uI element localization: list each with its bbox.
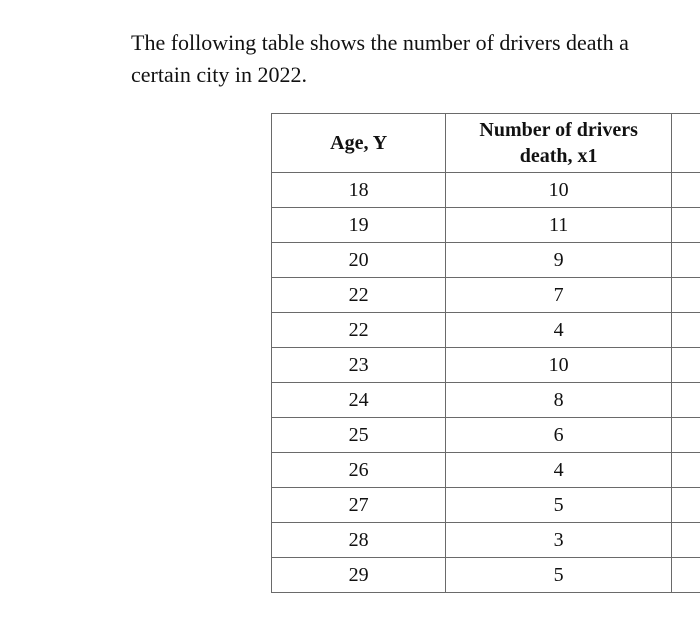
cell-cut-off [672,418,700,453]
cell-deaths: 11 [446,208,672,243]
cell-age: 19 [272,208,446,243]
intro-line-2: certain city in 2022. [131,62,307,87]
cell-age: 22 [272,313,446,348]
table-body [272,173,700,593]
cell-cut-off [672,278,700,313]
cell-cut-off [672,488,700,523]
header-age: Age, Y [272,114,446,173]
table-row [272,383,700,418]
cell-deaths: 5 [446,558,672,593]
cell-deaths: 6 [446,418,672,453]
cell-cut-off [672,208,700,243]
cell-cut-off [672,243,700,278]
cell-age: 18 [272,173,446,208]
header-deaths-line-2: death, x1 [519,145,598,167]
intro-line-1: The following table shows the number of drivers death a [131,30,629,55]
drivers-death-table [271,113,700,593]
cell-age: 20 [272,243,446,278]
cell-cut-off [672,348,700,383]
table-row [272,208,700,243]
cell-age: 24 [272,383,446,418]
cell-deaths: 4 [446,313,672,348]
header-deaths [446,114,672,173]
header-deaths-line-1: Number of drivers [479,119,638,141]
cell-cut-off [672,453,700,488]
table-row [272,418,700,453]
cell-cut-off [672,383,700,418]
table-row [272,523,700,558]
table-row [272,488,700,523]
cell-age: 28 [272,523,446,558]
cell-cut-off [672,523,700,558]
cell-deaths: 10 [446,173,672,208]
table-header-row [272,114,700,173]
cell-cut-off [672,173,700,208]
table-row [272,558,700,593]
cell-age: 25 [272,418,446,453]
header-cut-off [672,114,700,173]
table-row [272,453,700,488]
cell-age: 22 [272,278,446,313]
cell-age: 26 [272,453,446,488]
cell-age: 27 [272,488,446,523]
cell-cut-off [672,558,700,593]
cell-age: 23 [272,348,446,383]
table-row [272,243,700,278]
cell-deaths: 4 [446,453,672,488]
intro-paragraph [131,27,700,91]
cell-deaths: 3 [446,523,672,558]
data-table-container [271,113,700,593]
cell-cut-off [672,313,700,348]
table-row [272,173,700,208]
cell-deaths: 10 [446,348,672,383]
cell-deaths: 5 [446,488,672,523]
cell-deaths: 8 [446,383,672,418]
table-row [272,348,700,383]
table-row [272,313,700,348]
table-row [272,278,700,313]
cell-age: 29 [272,558,446,593]
cell-deaths: 9 [446,243,672,278]
cell-deaths: 7 [446,278,672,313]
